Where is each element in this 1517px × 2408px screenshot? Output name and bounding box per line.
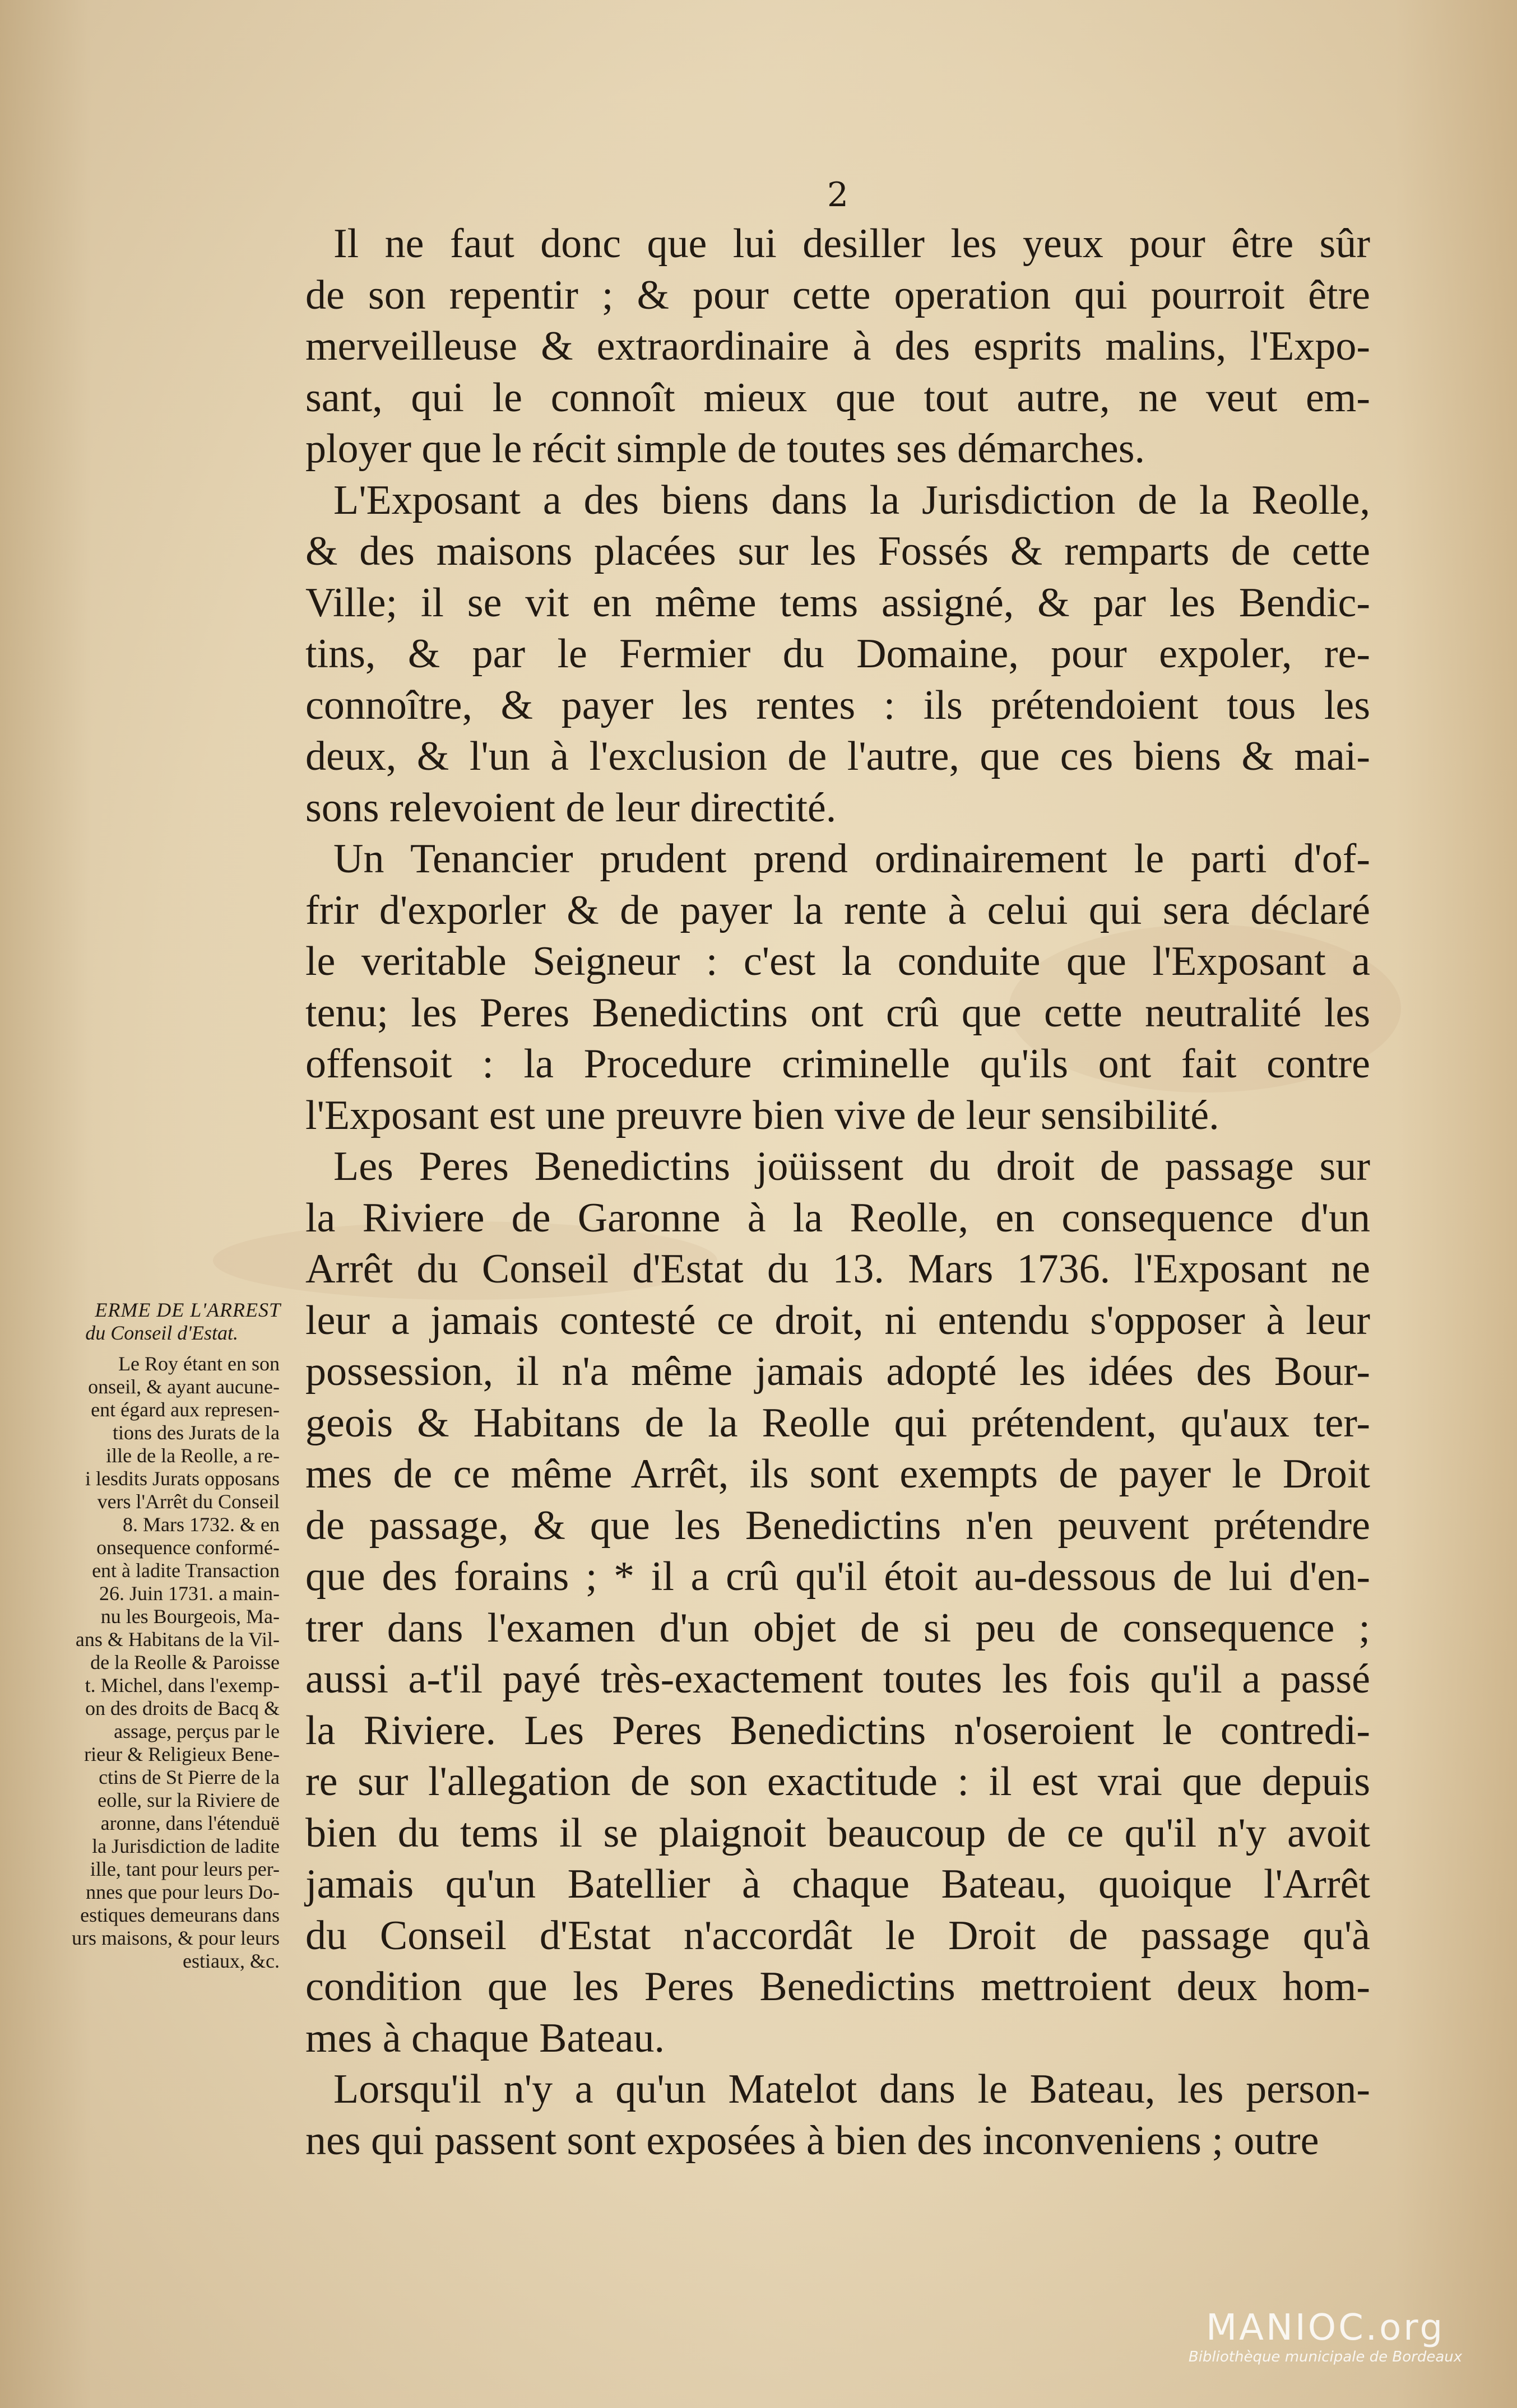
main-text-body: [305, 219, 1370, 2167]
text-line: ployer que le récit simple de toutes ses démarches.: [305, 426, 1145, 472]
marginal-note-line: tions des Jurats de la: [113, 1421, 280, 1444]
text-line: de son repentir ; & pour cette operation qui pourroit être: [305, 272, 1370, 318]
marginal-note-line: Le Roy étant en son: [118, 1352, 280, 1375]
text-line: deux, & l'un à l'exclusion de l'autre, que ces biens & mai-: [305, 733, 1370, 779]
text-line: nes qui passent sont exposées à bien des inconveniens ; outre: [305, 2117, 1319, 2164]
marginal-note-subtitle: du Conseil d'Estat.: [85, 1322, 238, 1344]
marginal-note-line: rieur & Religieux Bene-: [84, 1743, 280, 1765]
watermark-subtitle: Bibliothèque municipale de Bordeaux: [1188, 2349, 1463, 2365]
marginal-note-line: vers l'Arrêt du Conseil: [97, 1490, 280, 1513]
text-line: la Riviere de Garonne à la Reolle, en consequence d'un: [305, 1194, 1370, 1241]
marginal-note-line: on des droits de Bacq &: [85, 1697, 280, 1719]
text-line: & des maisons placées sur les Fossés & remparts de cette: [305, 528, 1370, 574]
marginal-note-line: ctins de St Pierre de la: [99, 1766, 280, 1788]
marginal-note-title: ERME DE L'ARREST: [95, 1299, 281, 1321]
marginal-note-line: 8. Mars 1732. & en: [123, 1513, 280, 1536]
marginal-note-line: de la Reolle & Paroisse: [90, 1651, 280, 1673]
text-line: la Riviere. Les Peres Benedictins n'oseroient le contredi-: [305, 1707, 1370, 1754]
text-line: trer dans l'examen d'un objet de si peu de consequence ;: [305, 1605, 1370, 1651]
manioc-watermark: [1149, 2308, 1502, 2367]
text-line: du Conseil d'Estat n'accordât le Droit de passage qu'à: [305, 1912, 1370, 1959]
marginal-note-lines: [0, 1352, 283, 1973]
text-line: Ville; il se vit en même tems assigné, & par les Bendic-: [305, 579, 1370, 626]
marginal-note-line: onseil, & ayant aucune-: [88, 1375, 280, 1398]
text-line: offensoit : la Procedure criminelle qu'ils ont fait contre: [305, 1041, 1370, 1087]
watermark-logo: MANIOC.org: [1205, 2307, 1445, 2349]
marginal-note-line: estiques demeurans dans: [80, 1904, 280, 1926]
marginal-note-line: ent à ladite Transaction: [92, 1559, 280, 1582]
text-line: tenu; les Peres Benedictins ont crû que cette neutralité les: [305, 989, 1370, 1036]
text-line: condition que les Peres Benedictins mettroient deux hom-: [305, 1964, 1370, 2010]
text-line: L'Exposant a des biens dans la Jurisdiction de la Reolle,: [333, 477, 1370, 523]
marginal-note-line: la Jurisdiction de ladite: [92, 1835, 280, 1857]
text-line: mes de ce même Arrêt, ils sont exempts de payer le Droit: [305, 1451, 1370, 1497]
marginal-note-line: i lesdits Jurats opposans: [85, 1467, 280, 1490]
marginal-note-line: estiaux, &c.: [183, 1950, 280, 1972]
marginal-note-line: ans & Habitans de la Vil-: [75, 1628, 280, 1651]
text-line: tins, & par le Fermier du Domaine, pour expoler, re-: [305, 631, 1370, 677]
text-line: merveilleuse & extraordinaire à des esprits malins, l'Expo-: [305, 323, 1370, 369]
page-number: 2: [827, 175, 849, 215]
text-line: Arrêt du Conseil d'Estat du 13. Mars 1736. l'Exposant ne: [305, 1246, 1370, 1292]
text-line: Un Tenancier prudent prend ordinairement le parti d'of-: [333, 836, 1370, 882]
marginal-note-line: 26. Juin 1731. a main-: [99, 1582, 280, 1605]
marginal-note-line: nnes que pour leurs Do-: [86, 1881, 280, 1903]
marginal-note-line: aronne, dans l'étenduë: [100, 1812, 280, 1834]
text-line: de passage, & que les Benedictins n'en peuvent prétendre: [305, 1502, 1370, 1549]
text-line: aussi a-t'il payé très-exactement toutes les fois qu'il a passé: [305, 1656, 1370, 1702]
text-line: leur a jamais contesté ce droit, ni entendu s'opposer à leur: [305, 1297, 1370, 1344]
text-line: l'Exposant est une preuvre bien vive de leur sensibilité.: [305, 1092, 1219, 1138]
text-line: Les Peres Benedictins joüissent du droit de passage sur: [333, 1143, 1370, 1189]
text-line: le veritable Seigneur : c'est la conduite que l'Exposant a: [305, 938, 1370, 984]
text-line: possession, il n'a même jamais adopté les idées des Bour-: [305, 1349, 1370, 1394]
text-line: Il ne faut donc que lui desiller les yeux pour être sûr: [333, 221, 1370, 267]
marginal-note-line: ille de la Reolle, a re-: [106, 1444, 280, 1467]
marginal-note: [0, 1299, 283, 1973]
text-line: sons relevoient de leur directité.: [305, 784, 837, 831]
marginal-note-line: ent égard aux represen-: [91, 1398, 280, 1421]
text-line: mes à chaque Bateau.: [305, 2015, 665, 2061]
marginal-note-line: t. Michel, dans l'exemp-: [85, 1674, 280, 1696]
text-line: Lorsqu'il n'y a qu'un Matelot dans le Bateau, les person-: [333, 2066, 1370, 2112]
marginal-note-line: urs maisons, & pour leurs: [72, 1927, 280, 1949]
text-line: frir d'exporler & de payer la rente à celui qui sera déclaré: [305, 887, 1370, 933]
marginal-note-line: ille, tant pour leurs per-: [90, 1858, 280, 1880]
marginal-note-line: assage, perçus par le: [114, 1720, 280, 1742]
marginal-note-line: eolle, sur la Riviere de: [98, 1789, 280, 1811]
text-line: jamais qu'un Batellier à chaque Bateau, quoique l'Arrêt: [305, 1861, 1370, 1907]
text-line: connoître, & payer les rentes : ils prétendoient tous les: [305, 682, 1370, 728]
text-line: sant, qui le connoît mieux que tout autre, ne veut em-: [305, 374, 1370, 421]
marginal-note-line: onsequence conformé-: [96, 1536, 280, 1559]
text-line: bien du tems il se plaignoit beaucoup de ce qu'il n'y avoit: [305, 1810, 1370, 1856]
marginal-note-line: nu les Bourgeois, Ma-: [100, 1605, 280, 1628]
text-line: re sur l'allegation de son exactitude : il est vrai que depuis: [305, 1759, 1370, 1805]
text-line: geois & Habitans de la Reolle qui prétendent, qu'aux ter-: [305, 1400, 1370, 1446]
text-line: que des forains ; * il a crû qu'il étoit au-dessous de lui d'en-: [305, 1554, 1370, 1600]
